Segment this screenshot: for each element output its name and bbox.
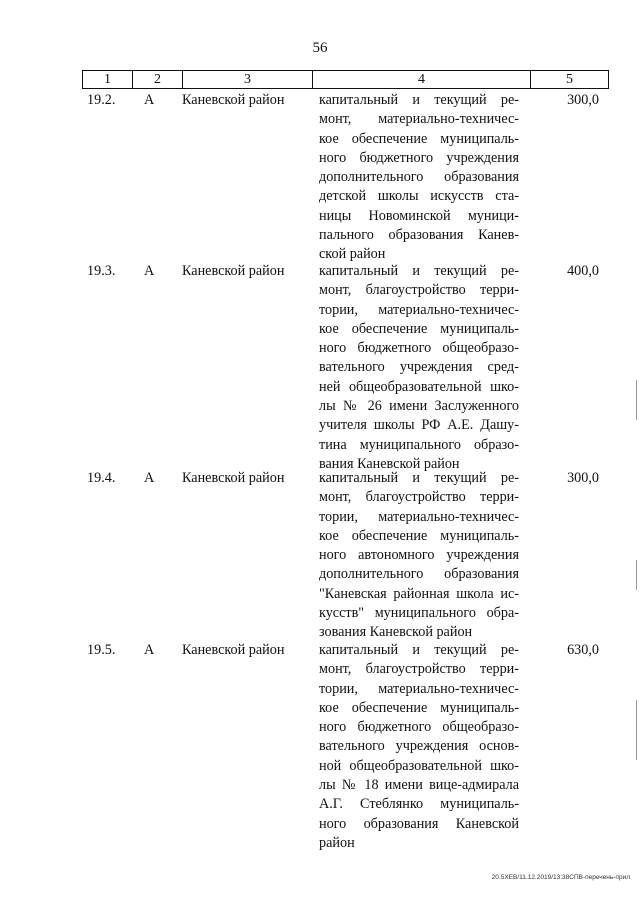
description-line: ской район (319, 246, 386, 263)
description-line: кое обеспечение муниципаль- (319, 699, 519, 716)
scan-edge-mark (636, 560, 637, 590)
row-category: А (144, 470, 155, 486)
row-amount: 300,0 (567, 470, 599, 486)
row-region: Каневской район (182, 263, 285, 279)
description-line: капитальный и текущий ре- (319, 92, 519, 108)
description-line: капитальный и текущий ре- (319, 263, 519, 279)
row-number: 19.4. (87, 470, 116, 486)
column-header-table (82, 70, 609, 89)
column-header-row (83, 71, 609, 89)
description-line: кое обеспечение муниципаль- (319, 527, 519, 544)
description-line: ницы Новоминской муници- (319, 207, 519, 224)
description-line: ного бюджетного общеобразо- (319, 340, 519, 357)
row-description (319, 91, 519, 265)
row-region: Каневской район (182, 642, 285, 658)
description-line: монт, материально-техничес- (319, 111, 519, 128)
row-amount: 400,0 (567, 263, 599, 279)
row-number: 19.5. (87, 642, 116, 658)
scan-edge-mark (636, 380, 637, 420)
description-line: кусств" муниципального обра- (319, 605, 519, 622)
description-line: капитальный и текущий ре- (319, 470, 519, 486)
description-line: монт, благоустройство терри- (319, 282, 519, 299)
description-line: ной общеобразовательной шко- (319, 757, 519, 774)
description-line: учителя школы РФ А.Е. Дашу- (319, 417, 519, 434)
description-line: тина муниципального образо- (319, 436, 519, 453)
row-category: А (144, 263, 155, 279)
description-line: кое обеспечение муниципаль- (319, 130, 519, 147)
description-line: вательного учреждения основ- (319, 738, 519, 755)
row-amount: 630,0 (567, 642, 599, 658)
description-line: вания Каневской район (319, 455, 460, 472)
row-region: Каневской район (182, 470, 285, 486)
column-header-5: 5 (531, 71, 609, 89)
row-description (319, 469, 519, 643)
description-line: лы № 26 имени Заслуженного (319, 398, 519, 415)
page-number: 56 (312, 40, 328, 56)
column-header-3: 3 (183, 71, 313, 89)
row-region: Каневской район (182, 92, 285, 108)
row-category: А (144, 642, 155, 658)
column-header-4: 4 (313, 71, 531, 89)
column-header-1: 1 (83, 71, 133, 89)
description-line: "Каневская районная школа ис- (319, 585, 519, 602)
description-line: тории, материально-техничес- (319, 301, 519, 318)
description-line: пального образования Канев- (319, 227, 519, 244)
column-header-2: 2 (133, 71, 183, 89)
row-description (319, 262, 519, 474)
footer-code: 20.5ХЕВ/11.12.2019/13:38СПВ-перечень-прил (491, 874, 630, 881)
row-amount: 300,0 (567, 92, 599, 108)
description-line: зования Каневской район (319, 624, 473, 641)
description-line: ного образования Каневской (319, 815, 519, 832)
row-number: 19.2. (87, 92, 116, 108)
description-line: монт, благоустройство терри- (319, 489, 519, 506)
description-line: монт, благоустройство терри- (319, 661, 519, 678)
row-category: А (144, 92, 155, 108)
scan-edge-mark (636, 700, 637, 760)
row-description (319, 641, 519, 853)
row-number: 19.3. (87, 263, 116, 279)
description-line: лы № 18 имени вице-адмирала (319, 777, 519, 794)
description-line: А.Г. Стеблянко муниципаль- (319, 796, 519, 813)
description-line: дополнительного образования (319, 169, 519, 186)
description-line: кое обеспечение муниципаль- (319, 320, 519, 337)
description-line: ного бюджетного учреждения (319, 149, 519, 166)
description-line: ного бюджетного общеобразо- (319, 719, 519, 736)
description-line: ней общеобразовательной шко- (319, 378, 519, 395)
description-line: детской школы искусств ста- (319, 188, 519, 205)
description-line: дополнительного образования (319, 566, 519, 583)
description-line: тории, материально-техничес- (319, 508, 519, 525)
description-line: капитальный и текущий ре- (319, 642, 519, 658)
description-line: вательного учреждения сред- (319, 359, 519, 376)
description-line: ного автономного учреждения (319, 547, 519, 564)
description-line: тории, материально-техничес- (319, 680, 519, 697)
description-line: район (319, 834, 355, 851)
